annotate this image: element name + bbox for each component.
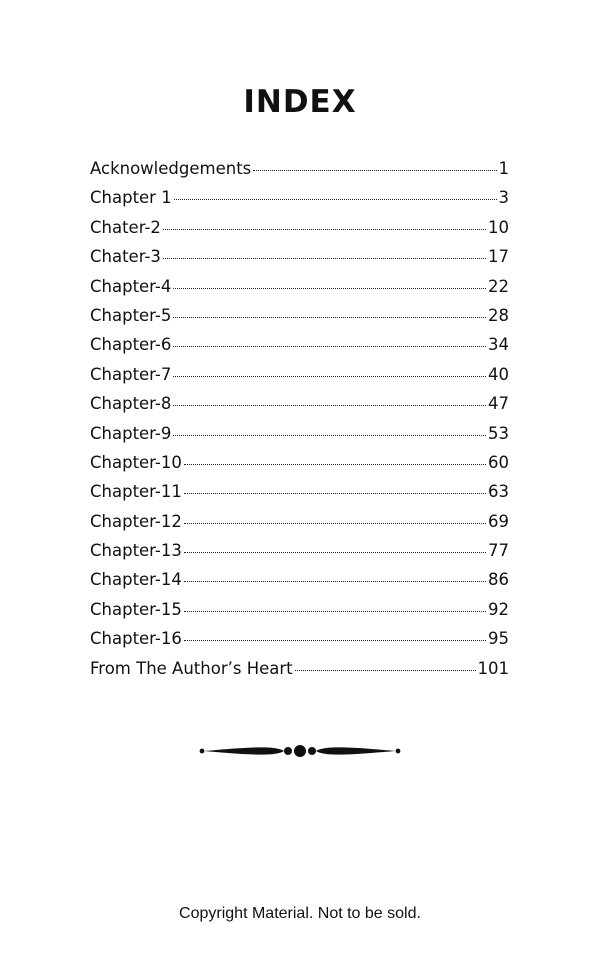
toc-entry-chapter-1[interactable] <box>90 188 509 217</box>
dot-leader <box>184 611 486 612</box>
dot-leader <box>184 523 486 524</box>
toc-entry-label: Chapter-13 <box>90 541 182 561</box>
toc-entry-label: Chapter-11 <box>90 482 182 502</box>
toc-entry-label: Chapter-12 <box>90 511 182 531</box>
toc-entry-chapter-8[interactable] <box>90 394 509 423</box>
toc-entry-page-number: 101 <box>477 658 509 678</box>
toc-entry-chapter-7[interactable] <box>90 365 509 394</box>
toc-entry-label: Chapter-8 <box>90 394 172 414</box>
toc-entry-label: Chater-2 <box>90 217 161 237</box>
toc-entry-page-number: 63 <box>488 482 509 502</box>
dot-leader <box>173 376 486 377</box>
dot-leader <box>184 640 486 641</box>
toc-entry-label: Chapter-7 <box>90 364 172 384</box>
toc-entry-label: Chapter-16 <box>90 629 182 649</box>
toc-entry-page-number: 53 <box>488 423 509 443</box>
toc-entry-page-number: 77 <box>488 541 509 561</box>
dot-leader <box>184 581 486 582</box>
toc-entry-label: Chapter-15 <box>90 599 182 619</box>
toc-entry-label: Chapter 1 <box>90 188 172 208</box>
toc-entry-page-number: 10 <box>488 217 509 237</box>
dot-leader <box>173 405 486 406</box>
toc-entry-chapter-11[interactable] <box>90 482 509 511</box>
toc-entry-page-number: 60 <box>488 452 509 472</box>
toc-entry-page-number: 28 <box>488 305 509 325</box>
toc-entry-label: Chapter-9 <box>90 423 172 443</box>
dot-leader <box>184 464 486 465</box>
toc-entry-chapter-6[interactable] <box>90 335 509 364</box>
dot-leader <box>184 493 486 494</box>
toc-entry-label: Acknowledgements <box>90 159 252 178</box>
toc-entry-acknowledgements[interactable] <box>90 159 509 188</box>
toc-entry-label: From The Author’s Heart <box>90 658 293 678</box>
dot-leader <box>173 346 486 347</box>
toc-entry-chapter-12[interactable] <box>90 512 509 541</box>
toc-entry-page-number: 47 <box>488 394 509 414</box>
dot-leader <box>173 288 486 289</box>
toc-entry-page-number: 1 <box>498 159 509 178</box>
toc-entry-chapter-13[interactable] <box>90 541 509 570</box>
toc-entry-page-number: 34 <box>488 335 509 355</box>
toc-entry-chapter-5[interactable] <box>90 306 509 335</box>
dot-leader <box>163 229 486 230</box>
page-title: INDEX <box>243 84 357 120</box>
toc-entry-page-number: 92 <box>488 599 509 619</box>
copyright-notice: Copyright Material. Not to be sold. <box>179 905 421 922</box>
toc-entry-label: Chapter-14 <box>90 570 182 590</box>
dot-leader <box>173 317 486 318</box>
flourish-divider-icon <box>198 738 402 764</box>
toc-entry-page-number: 69 <box>488 511 509 531</box>
toc-entry-page-number: 40 <box>488 364 509 384</box>
toc-entry-chapter-4[interactable] <box>90 277 509 306</box>
dot-leader <box>173 435 486 436</box>
toc-entry-page-number: 17 <box>488 247 509 267</box>
toc-entry-chapter-15[interactable] <box>90 600 509 629</box>
toc-entry-chapter-3[interactable] <box>90 247 509 276</box>
toc-entry-page-number: 86 <box>488 570 509 590</box>
toc-entry-chapter-2[interactable] <box>90 218 509 247</box>
table-of-contents <box>90 159 509 688</box>
toc-entry-page-number: 22 <box>488 276 509 296</box>
dot-leader <box>184 552 486 553</box>
toc-entry-label: Chapter-10 <box>90 452 182 472</box>
toc-entry-label: Chapter-6 <box>90 335 172 355</box>
toc-entry-label: Chapter-5 <box>90 305 172 325</box>
toc-entry-chapter-9[interactable] <box>90 424 509 453</box>
dot-leader <box>163 258 486 259</box>
dot-leader <box>295 670 476 671</box>
toc-entry-chapter-10[interactable] <box>90 453 509 482</box>
dot-leader <box>253 170 496 171</box>
toc-entry-from-the-authors-heart[interactable] <box>90 659 509 688</box>
toc-entry-chapter-16[interactable] <box>90 629 509 658</box>
toc-entry-page-number: 3 <box>498 188 509 208</box>
toc-entry-label: Chater-3 <box>90 247 161 267</box>
toc-entry-page-number: 95 <box>488 629 509 649</box>
toc-entry-label: Chapter-4 <box>90 276 172 296</box>
toc-entry-chapter-14[interactable] <box>90 570 509 599</box>
dot-leader <box>174 199 497 200</box>
